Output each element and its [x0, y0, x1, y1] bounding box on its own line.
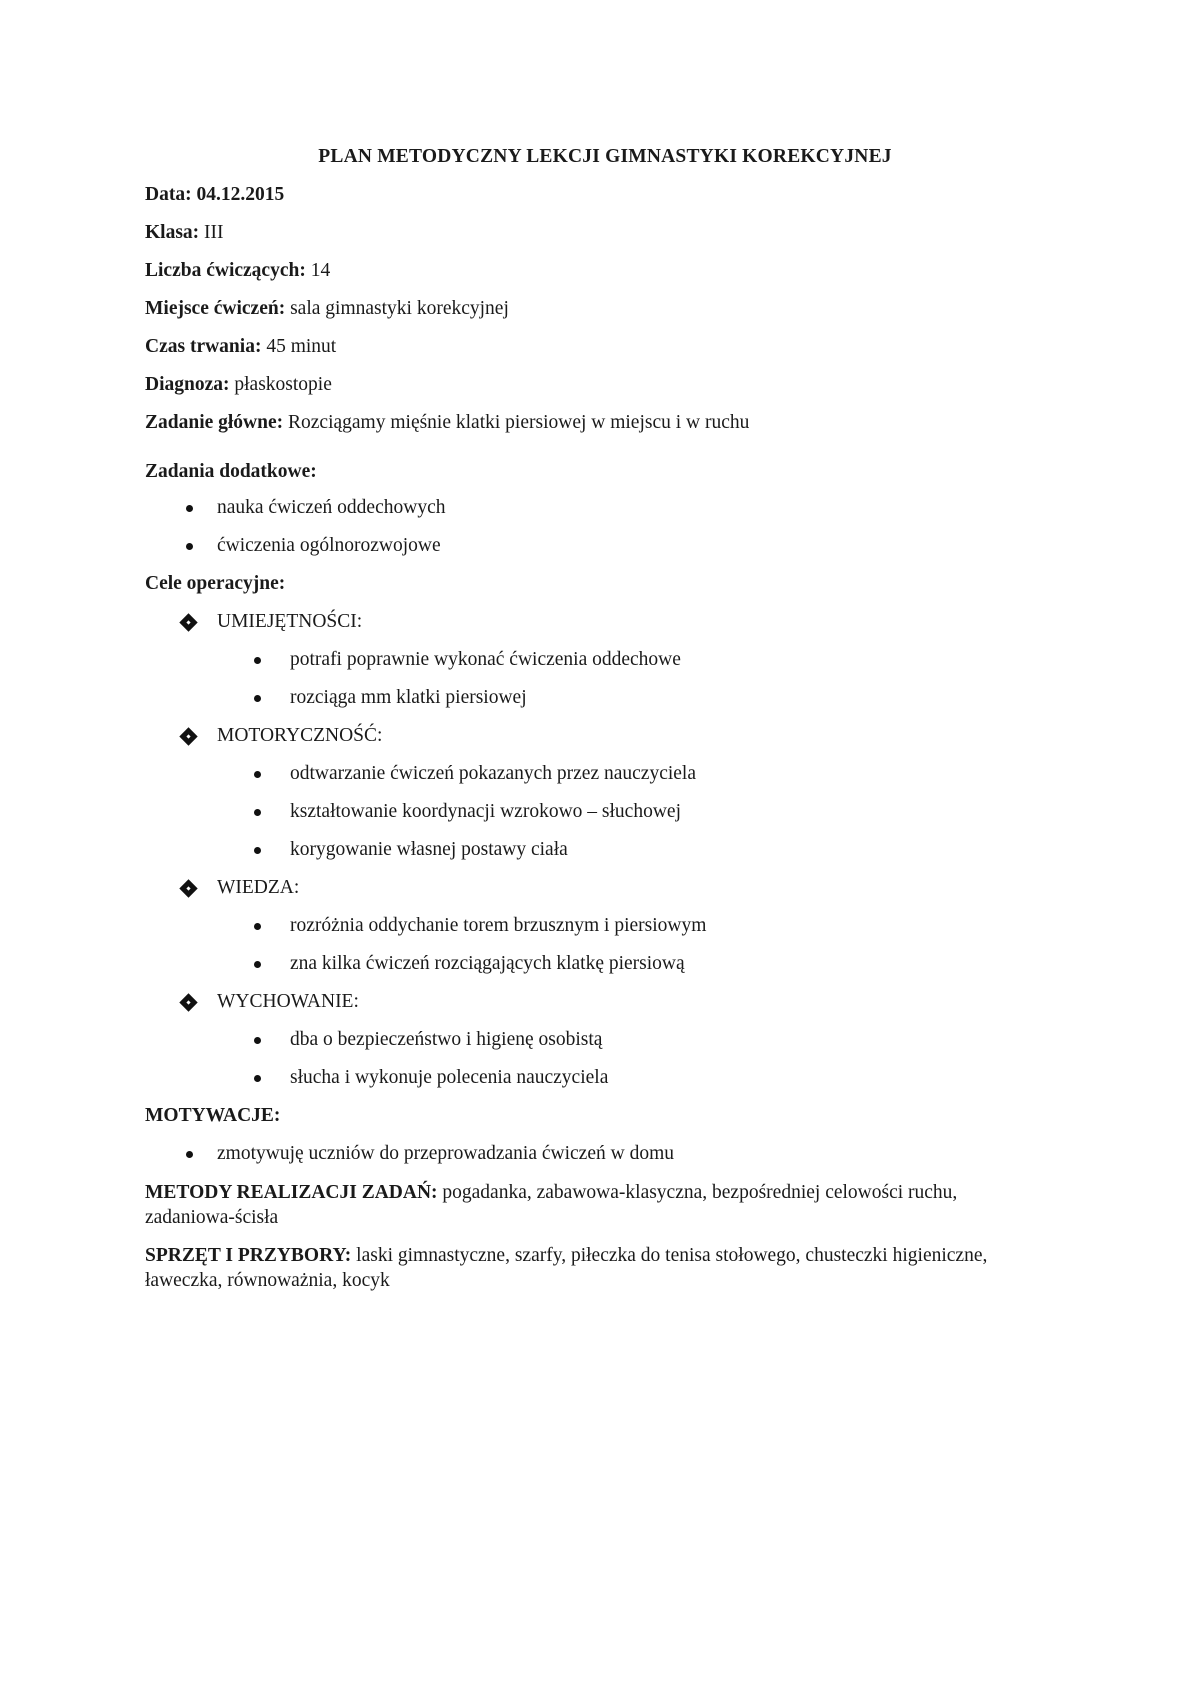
diamond-bullet-icon — [179, 727, 197, 745]
bullet-icon — [254, 771, 261, 778]
motivation-item: zmotywuję uczniów do przeprowadzania ćwiczeń w domu — [217, 1143, 674, 1164]
field-participants — [145, 260, 330, 282]
goal-group-skills-label: UMIEJĘTNOŚCI: — [217, 611, 363, 632]
goal-item: potrafi poprawnie wykonać ćwiczenia oddechowe — [290, 649, 681, 670]
goal-group-knowledge-label: WIEDZA: — [217, 877, 300, 898]
field-main-task — [145, 412, 749, 434]
bullet-icon — [186, 543, 193, 550]
field-main-task-label: Zadanie główne: — [145, 412, 284, 433]
field-class — [145, 222, 224, 244]
field-date-label: Data: — [145, 184, 192, 205]
field-diagnosis-value: płaskostopie — [234, 374, 332, 395]
bullet-icon — [254, 847, 261, 854]
field-duration-value: 45 minut — [266, 336, 337, 357]
extra-task-item: ćwiczenia ogólnorozwojowe — [217, 535, 441, 556]
field-class-label: Klasa: — [145, 222, 200, 243]
field-main-task-value: Rozciągamy mięśnie klatki piersiowej w miejscu i w ruchu — [288, 412, 750, 433]
document-title: PLAN METODYCZNY LEKCJI GIMNASTYKI KOREKCYJNEJ — [318, 146, 892, 167]
field-date-value: 04.12.2015 — [196, 184, 285, 205]
goal-group-upbringing-label: WYCHOWANIE: — [217, 991, 359, 1012]
field-date — [145, 184, 284, 206]
goal-item: rozciąga mm klatki piersiowej — [290, 687, 527, 708]
bullet-icon — [254, 657, 261, 664]
bullet-icon — [186, 1151, 193, 1158]
equipment-label: SPRZĘT I PRZYBORY: — [145, 1245, 352, 1266]
field-place-value: sala gimnastyki korekcyjnej — [290, 298, 509, 319]
equipment-paragraph — [145, 1243, 1025, 1293]
goal-item: rozróżnia oddychanie torem brzusznym i piersiowym — [290, 915, 707, 936]
bullet-icon — [186, 505, 193, 512]
equipment-value: laski gimnastyczne, szarfy, piłeczka do tenisa stołowego, chusteczki higieniczne, ławeczka, równoważnia, kocyk — [145, 1245, 988, 1291]
field-class-value: III — [204, 222, 224, 243]
bullet-icon — [254, 695, 261, 702]
bullet-icon — [254, 923, 261, 930]
goal-group-motor-label: MOTORYCZNOŚĆ: — [217, 725, 383, 746]
goal-item: dba o bezpieczeństwo i higienę osobistą — [290, 1029, 603, 1050]
field-duration-label: Czas trwania: — [145, 336, 262, 357]
field-participants-value: 14 — [310, 260, 331, 281]
goal-item: korygowanie własnej postawy ciała — [290, 839, 568, 860]
diamond-bullet-icon — [179, 879, 197, 897]
field-diagnosis — [145, 374, 332, 396]
extra-task-item: nauka ćwiczeń oddechowych — [217, 497, 446, 518]
methods-label: METODY REALIZACJI ZADAŃ: — [145, 1182, 438, 1203]
goal-item: odtwarzanie ćwiczeń pokazanych przez nauczyciela — [290, 763, 696, 784]
bullet-icon — [254, 1037, 261, 1044]
diamond-bullet-icon — [179, 993, 197, 1011]
bullet-icon — [254, 1075, 261, 1082]
field-participants-label: Liczba ćwiczących: — [145, 260, 306, 281]
goals-heading: Cele operacyjne: — [145, 573, 286, 594]
field-duration — [145, 336, 336, 358]
diamond-bullet-icon — [179, 613, 197, 631]
methods-value: pogadanka, zabawowa-klasyczna, bezpośredniej celowości ruchu, zadaniowa-ścisła — [145, 1182, 958, 1228]
field-place — [145, 298, 509, 320]
methods-paragraph — [145, 1180, 1025, 1230]
goal-item: zna kilka ćwiczeń rozciągających klatkę piersiową — [290, 953, 685, 974]
bullet-icon — [254, 809, 261, 816]
goal-item: kształtowanie koordynacji wzrokowo – słuchowej — [290, 801, 681, 822]
field-diagnosis-label: Diagnoza: — [145, 374, 230, 395]
field-place-label: Miejsce ćwiczeń: — [145, 298, 286, 319]
goal-item: słucha i wykonuje polecenia nauczyciela — [290, 1067, 609, 1088]
bullet-icon — [254, 961, 261, 968]
extra-tasks-heading: Zadania dodatkowe: — [145, 461, 317, 482]
motivations-heading: MOTYWACJE: — [145, 1105, 281, 1126]
